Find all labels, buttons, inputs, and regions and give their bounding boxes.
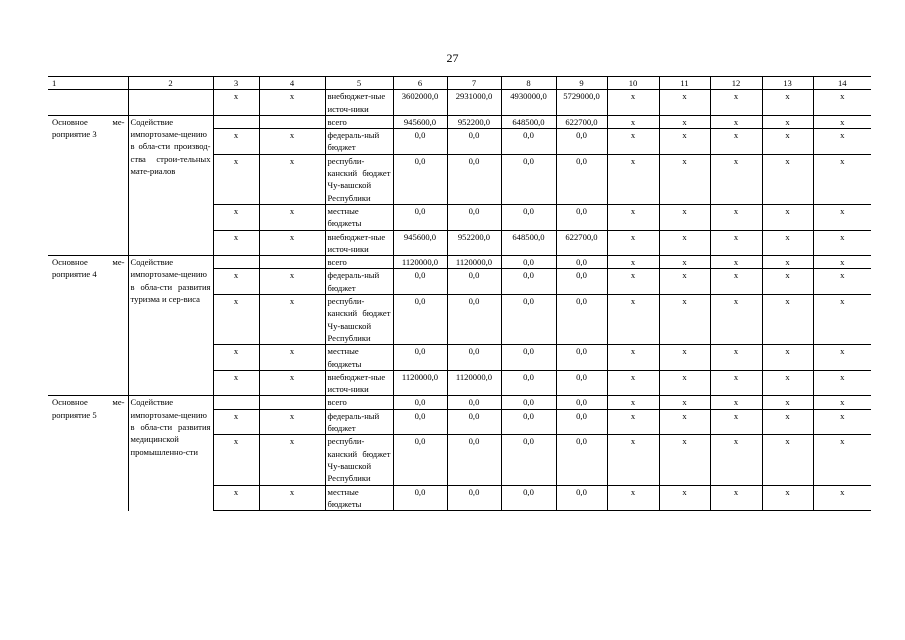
- value-col6: 1120000,0: [393, 256, 447, 269]
- column-header: 11: [659, 77, 710, 90]
- value-col8: 0,0: [501, 256, 556, 269]
- col12-cell: х: [710, 345, 762, 371]
- col11-cell: х: [659, 345, 710, 371]
- value-col9: 622700,0: [556, 115, 607, 128]
- col12-cell: х: [710, 396, 762, 409]
- col3-cell: х: [213, 370, 259, 396]
- col13-cell: х: [762, 409, 813, 435]
- col12-cell: х: [710, 129, 762, 155]
- value-col7: 1120000,0: [447, 370, 501, 396]
- col14-cell: х: [813, 90, 871, 116]
- col11-cell: х: [659, 115, 710, 128]
- col10-cell: х: [607, 370, 659, 396]
- col14-cell: х: [813, 269, 871, 295]
- value-col6: 3602000,0: [393, 90, 447, 116]
- column-header: 12: [710, 77, 762, 90]
- col4-cell: [259, 256, 325, 269]
- col11-cell: х: [659, 485, 710, 511]
- col4-cell: [259, 115, 325, 128]
- col10-cell: х: [607, 269, 659, 295]
- value-col8: 0,0: [501, 154, 556, 204]
- col3-cell: х: [213, 204, 259, 230]
- funding-source: федераль-ный бюджет: [325, 269, 393, 295]
- col14-cell: х: [813, 345, 871, 371]
- col11-cell: х: [659, 90, 710, 116]
- col12-cell: х: [710, 370, 762, 396]
- col13-cell: х: [762, 485, 813, 511]
- value-col9: 5729000,0: [556, 90, 607, 116]
- col13-cell: х: [762, 435, 813, 485]
- value-col7: 0,0: [447, 435, 501, 485]
- value-col6: 0,0: [393, 295, 447, 345]
- col4-cell: х: [259, 435, 325, 485]
- value-col8: 0,0: [501, 485, 556, 511]
- value-col7: 0,0: [447, 154, 501, 204]
- col4-cell: х: [259, 269, 325, 295]
- col10-cell: х: [607, 230, 659, 256]
- col11-cell: х: [659, 256, 710, 269]
- value-col8: 0,0: [501, 129, 556, 155]
- column-header: 2: [128, 77, 213, 90]
- value-col7: 0,0: [447, 269, 501, 295]
- col14-cell: х: [813, 370, 871, 396]
- table-row: [48, 256, 871, 269]
- measure-name: Основное ме-роприятие 3: [48, 115, 128, 255]
- col10-cell: х: [607, 485, 659, 511]
- page-number: 27: [446, 51, 459, 65]
- funding-source: федераль-ный бюджет: [325, 409, 393, 435]
- col14-cell: х: [813, 396, 871, 409]
- measure-description: [128, 90, 213, 116]
- value-col9: 0,0: [556, 345, 607, 371]
- col10-cell: х: [607, 435, 659, 485]
- col3-cell: х: [213, 230, 259, 256]
- measure-name: Основное ме-роприятие 5: [48, 396, 128, 511]
- column-header: 3: [213, 77, 259, 90]
- col12-cell: х: [710, 90, 762, 116]
- measure-description: Содействие импортозаме-щению в обла-сти развития туризма и сер-виса: [128, 256, 213, 396]
- column-header: 14: [813, 77, 871, 90]
- header-row: [48, 77, 871, 90]
- col4-cell: х: [259, 295, 325, 345]
- col13-cell: х: [762, 269, 813, 295]
- value-col6: 0,0: [393, 435, 447, 485]
- col3-cell: [213, 396, 259, 409]
- col3-cell: х: [213, 485, 259, 511]
- col14-cell: х: [813, 409, 871, 435]
- funding-source: местные бюджеты: [325, 485, 393, 511]
- measure-name: [48, 90, 128, 116]
- col10-cell: х: [607, 345, 659, 371]
- col10-cell: х: [607, 129, 659, 155]
- col13-cell: х: [762, 396, 813, 409]
- col14-cell: х: [813, 115, 871, 128]
- col3-cell: х: [213, 435, 259, 485]
- col3-cell: х: [213, 269, 259, 295]
- col11-cell: х: [659, 295, 710, 345]
- value-col9: 0,0: [556, 129, 607, 155]
- col10-cell: х: [607, 204, 659, 230]
- funding-source: местные бюджеты: [325, 345, 393, 371]
- value-col7: 0,0: [447, 345, 501, 371]
- col13-cell: х: [762, 256, 813, 269]
- col14-cell: х: [813, 485, 871, 511]
- col3-cell: х: [213, 129, 259, 155]
- value-col9: 0,0: [556, 256, 607, 269]
- col10-cell: х: [607, 409, 659, 435]
- table-body: [48, 77, 871, 511]
- value-col8: 648500,0: [501, 115, 556, 128]
- col10-cell: х: [607, 115, 659, 128]
- col3-cell: х: [213, 154, 259, 204]
- col4-cell: х: [259, 370, 325, 396]
- col4-cell: х: [259, 154, 325, 204]
- value-col7: 0,0: [447, 409, 501, 435]
- value-col8: 0,0: [501, 269, 556, 295]
- col12-cell: х: [710, 154, 762, 204]
- value-col8: 0,0: [501, 345, 556, 371]
- col4-cell: х: [259, 90, 325, 116]
- col13-cell: х: [762, 204, 813, 230]
- column-header: 8: [501, 77, 556, 90]
- value-col8: 0,0: [501, 204, 556, 230]
- col11-cell: х: [659, 204, 710, 230]
- value-col8: 4930000,0: [501, 90, 556, 116]
- value-col9: 0,0: [556, 396, 607, 409]
- value-col9: 0,0: [556, 204, 607, 230]
- col14-cell: х: [813, 256, 871, 269]
- col11-cell: х: [659, 370, 710, 396]
- table-row: [48, 115, 871, 128]
- value-col8: 648500,0: [501, 230, 556, 256]
- value-col9: 0,0: [556, 154, 607, 204]
- value-col8: 0,0: [501, 435, 556, 485]
- col11-cell: х: [659, 409, 710, 435]
- col12-cell: х: [710, 435, 762, 485]
- value-col9: 0,0: [556, 435, 607, 485]
- table-row: [48, 396, 871, 409]
- col11-cell: х: [659, 154, 710, 204]
- col14-cell: х: [813, 230, 871, 256]
- value-col6: 945600,0: [393, 115, 447, 128]
- col4-cell: х: [259, 204, 325, 230]
- measure-name: Основное ме-роприятие 4: [48, 256, 128, 396]
- col14-cell: х: [813, 435, 871, 485]
- value-col9: 0,0: [556, 370, 607, 396]
- col4-cell: [259, 396, 325, 409]
- col13-cell: х: [762, 370, 813, 396]
- col13-cell: х: [762, 345, 813, 371]
- column-header: 10: [607, 77, 659, 90]
- value-col9: 0,0: [556, 485, 607, 511]
- value-col6: 0,0: [393, 396, 447, 409]
- funding-source: внебюджет-ные источ-ники: [325, 90, 393, 116]
- value-col6: 0,0: [393, 154, 447, 204]
- value-col8: 0,0: [501, 295, 556, 345]
- col12-cell: х: [710, 269, 762, 295]
- col13-cell: х: [762, 230, 813, 256]
- value-col6: 0,0: [393, 345, 447, 371]
- col4-cell: х: [259, 230, 325, 256]
- value-col7: 0,0: [447, 295, 501, 345]
- value-col9: 0,0: [556, 269, 607, 295]
- funding-source: республи-канский бюджет Чу-вашской Республики: [325, 154, 393, 204]
- col11-cell: х: [659, 230, 710, 256]
- value-col9: 0,0: [556, 295, 607, 345]
- col10-cell: х: [607, 295, 659, 345]
- value-col7: 1120000,0: [447, 256, 501, 269]
- funding-source: всего: [325, 115, 393, 128]
- col3-cell: х: [213, 409, 259, 435]
- col11-cell: х: [659, 269, 710, 295]
- col4-cell: х: [259, 345, 325, 371]
- col4-cell: х: [259, 409, 325, 435]
- col14-cell: х: [813, 154, 871, 204]
- funding-source: местные бюджеты: [325, 204, 393, 230]
- funding-source: республи-канский бюджет Чу-вашской Республики: [325, 295, 393, 345]
- col10-cell: х: [607, 256, 659, 269]
- column-header: 1: [48, 77, 128, 90]
- value-col8: 0,0: [501, 396, 556, 409]
- col13-cell: х: [762, 115, 813, 128]
- value-col9: 0,0: [556, 409, 607, 435]
- col3-cell: х: [213, 295, 259, 345]
- col11-cell: х: [659, 129, 710, 155]
- col12-cell: х: [710, 485, 762, 511]
- value-col7: 0,0: [447, 485, 501, 511]
- value-col6: 0,0: [393, 129, 447, 155]
- value-col8: 0,0: [501, 370, 556, 396]
- col13-cell: х: [762, 154, 813, 204]
- col3-cell: [213, 115, 259, 128]
- col10-cell: х: [607, 90, 659, 116]
- col12-cell: х: [710, 204, 762, 230]
- column-header: 9: [556, 77, 607, 90]
- col11-cell: х: [659, 396, 710, 409]
- col13-cell: х: [762, 295, 813, 345]
- measure-description: Содействие импортозаме-щению в обла-сти развития медицинской промышленно-сти: [128, 396, 213, 511]
- col13-cell: х: [762, 129, 813, 155]
- col13-cell: х: [762, 90, 813, 116]
- col3-cell: [213, 256, 259, 269]
- value-col6: 1120000,0: [393, 370, 447, 396]
- column-header: 7: [447, 77, 501, 90]
- value-col7: 952200,0: [447, 230, 501, 256]
- value-col6: 0,0: [393, 485, 447, 511]
- col11-cell: х: [659, 435, 710, 485]
- funding-source: внебюджет-ные источ-ники: [325, 370, 393, 396]
- col14-cell: х: [813, 204, 871, 230]
- col12-cell: х: [710, 230, 762, 256]
- col14-cell: х: [813, 129, 871, 155]
- value-col7: 2931000,0: [447, 90, 501, 116]
- col3-cell: х: [213, 345, 259, 371]
- col12-cell: х: [710, 295, 762, 345]
- funding-source: всего: [325, 256, 393, 269]
- column-header: 6: [393, 77, 447, 90]
- col12-cell: х: [710, 115, 762, 128]
- column-header: 4: [259, 77, 325, 90]
- col3-cell: х: [213, 90, 259, 116]
- value-col9: 622700,0: [556, 230, 607, 256]
- funding-source: республи-канский бюджет Чу-вашской Республики: [325, 435, 393, 485]
- value-col6: 0,0: [393, 269, 447, 295]
- funding-source: внебюджет-ные источ-ники: [325, 230, 393, 256]
- measure-description: Содействие импортозаме-щению в обла-сти производ-ства строи-тельных мате-риалов: [128, 115, 213, 255]
- funding-source: всего: [325, 396, 393, 409]
- value-col7: 0,0: [447, 129, 501, 155]
- value-col8: 0,0: [501, 409, 556, 435]
- column-header: 13: [762, 77, 813, 90]
- col12-cell: х: [710, 256, 762, 269]
- column-header: 5: [325, 77, 393, 90]
- value-col7: 952200,0: [447, 115, 501, 128]
- value-col7: 0,0: [447, 396, 501, 409]
- funding-source: федераль-ный бюджет: [325, 129, 393, 155]
- value-col6: 0,0: [393, 204, 447, 230]
- value-col7: 0,0: [447, 204, 501, 230]
- col4-cell: х: [259, 129, 325, 155]
- budget-table: [48, 76, 871, 511]
- col4-cell: х: [259, 485, 325, 511]
- value-col6: 945600,0: [393, 230, 447, 256]
- value-col6: 0,0: [393, 409, 447, 435]
- col14-cell: х: [813, 295, 871, 345]
- col12-cell: х: [710, 409, 762, 435]
- col10-cell: х: [607, 154, 659, 204]
- col10-cell: х: [607, 396, 659, 409]
- table-row: [48, 90, 871, 116]
